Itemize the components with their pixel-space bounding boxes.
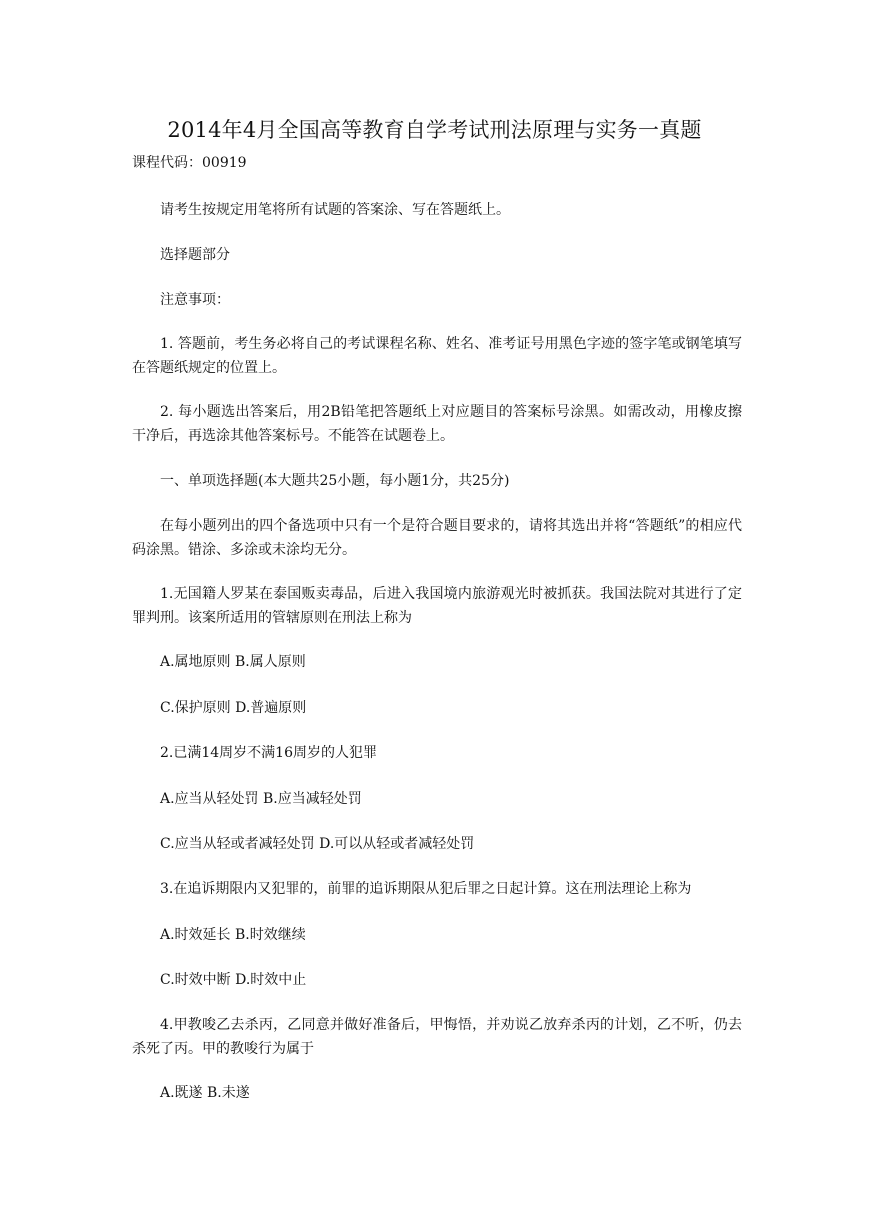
paragraph-part-heading: 一、单项选择题(本大题共25小题，每小题1分，共25分) [160,473,510,489]
question-1: 1.无国籍人罗某在泰国贩卖毒品，后进入我国境内旅游观光时被抓获。我国法院对其进行了定罪判刑。该案所适用的管辖原则在刑法上称为 [132,586,742,626]
document-title: 2014年4月全国高等教育自学考试刑法原理与实务一真题 [167,118,702,142]
paragraph-section-heading: 选择题部分 [160,247,230,263]
question-3-options-ab: A.时效延长 B.时效继续 [160,927,306,943]
question-2-options-cd: C.应当从轻或者减轻处罚 D.可以从轻或者减轻处罚 [160,836,475,852]
paragraph-notice-2: 2. 每小题选出答案后，用2B铅笔把答题纸上对应题目的答案标号涂黑。如需改动，用橡皮擦干净后，再选涂其他答案标号。不能答在试题卷上。 [132,404,742,444]
paragraph-notice-heading: 注意事项： [160,292,230,308]
question-4-options-ab: A.既遂 B.未遂 [160,1085,250,1101]
question-3: 3.在追诉期限内又犯罪的，前罪的追诉期限从犯后罪之日起计算。这在刑法理论上称为 [160,881,692,897]
course-code: 课程代码：00919 [132,155,247,171]
paragraph-part-instructions: 在每小题列出的四个备选项中只有一个是符合题目要求的，请将其选出并将“答题纸”的相应代码涂黑。错涂、多涂或未涂均无分。 [132,518,742,558]
question-1-options-cd: C.保护原则 D.普遍原则 [160,700,307,716]
question-4: 4.甲教唆乙去杀丙，乙同意并做好准备后，甲悔悟，并劝说乙放弃杀丙的计划，乙不听，仍去杀死了丙。甲的教唆行为属于 [132,1017,742,1057]
question-1-options-ab: A.属地原则 B.属人原则 [160,654,306,670]
question-2: 2.已满14周岁不满16周岁的人犯罪 [160,745,377,761]
paragraph-instruction: 请考生按规定用笔将所有试题的答案涂、写在答题纸上。 [160,202,510,218]
paragraph-notice-1: 1. 答题前，考生务必将自己的考试课程名称、姓名、准考证号用黑色字迹的签字笔或钢笔填写在答题纸规定的位置上。 [132,336,742,376]
question-3-options-cd: C.时效中断 D.时效中止 [160,972,307,988]
question-2-options-ab: A.应当从轻处罚 B.应当减轻处罚 [160,791,362,807]
